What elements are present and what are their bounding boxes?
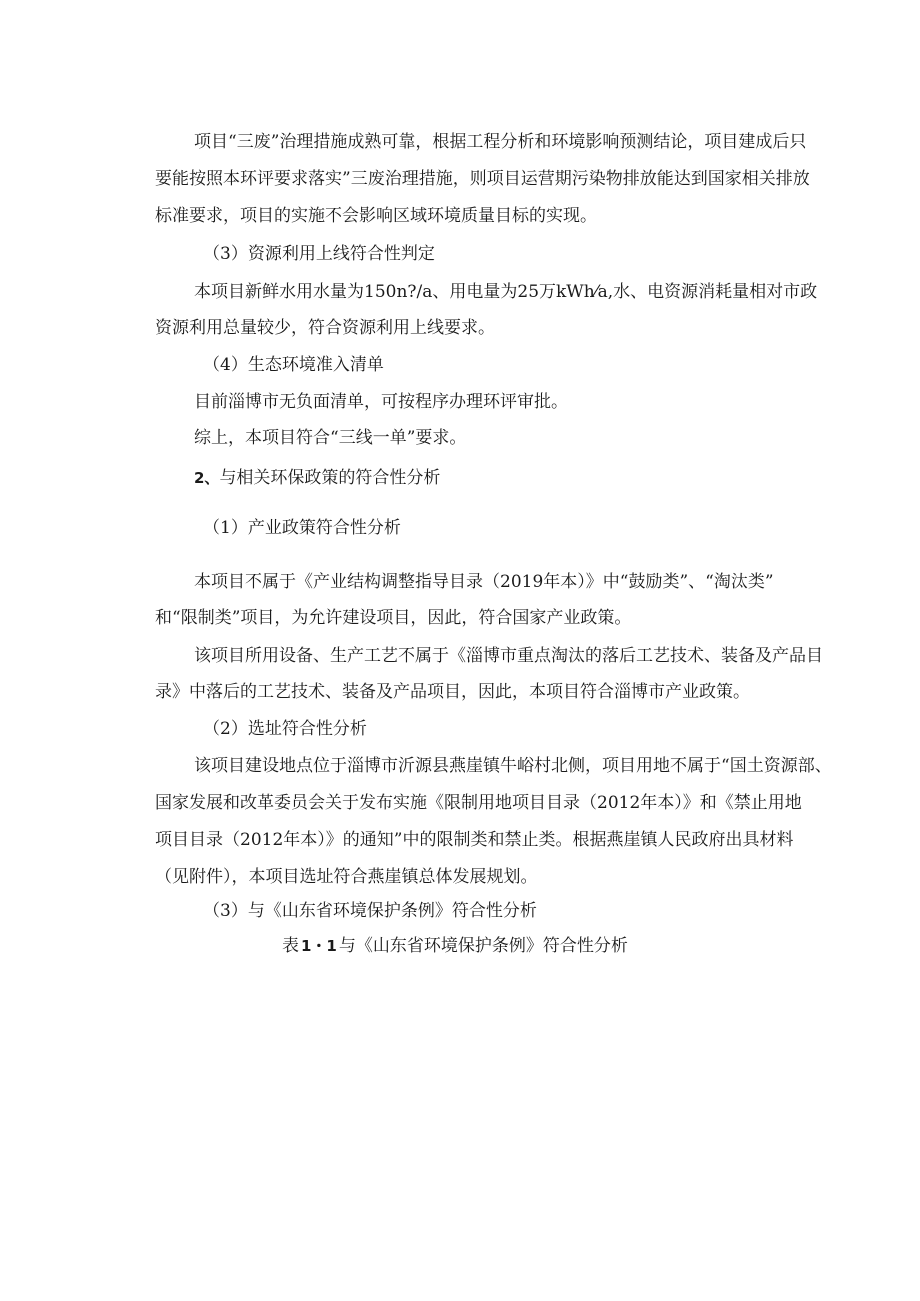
para-site-line-4: （见附件），本项目选址符合燕崖镇总体发展规划。 — [155, 867, 538, 887]
table-caption — [282, 938, 628, 955]
para-summary: 综上，本项目符合“三线一单”要求。 — [194, 428, 467, 448]
para-local-policy-line-1: 该项目所用设备、生产工艺不属于《淄博市重点淘汰的落后工艺技术、装备及产品目 — [194, 646, 823, 666]
section-number: 2、 — [194, 469, 220, 487]
para-site-line-1: 该项目建设地点位于淄博市沂源县燕崖镇牛峪村北侧，项目用地不属于“国土资源部、 — [194, 756, 832, 776]
para-site-line-3: 项目目录（2012年本）》的通知”中的限制类和禁止类。根据燕崖镇人民政府出具材料 — [155, 830, 794, 850]
para-industry-line-1: 本项目不属于《产业结构调整指导目录（2019年本）》中“鼓励类”、“淘汰类” — [194, 572, 774, 592]
subheading-resource-use: （3）资源利用上线符合性判定 — [203, 244, 435, 264]
para-three-wastes-line-1: 项目“三废”治理措施成熟可靠，根据工程分析和环境影响预测结论，项目建成后只 — [194, 132, 807, 152]
table-caption-prefix: 表 — [282, 936, 299, 956]
para-site-line-2: 国家发展和改革委员会关于发布实施《限制用地项目目录（2012年本）》和《禁止用地 — [155, 793, 802, 813]
subheading-eco-access: （4）生态环境准入清单 — [203, 355, 384, 375]
section-heading-2 — [194, 470, 440, 487]
table-caption-number: 1・1 — [301, 937, 337, 955]
para-negative-list: 目前淄博市无负面清单，可按程序办理环评审批。 — [194, 392, 568, 412]
subheading-shandong-regulation: （3）与《山东省环境保护条例》符合性分析 — [203, 901, 537, 921]
para-resource-line-2: 资源利用总量较少，符合资源利用上线要求。 — [155, 318, 495, 338]
para-resource-line-1: 本项目新鲜水用水量为150n?/a、用电量为25万kWh⁄a,水、电资源消耗量相对市政 — [194, 282, 818, 302]
subheading-site-selection: （2）选址符合性分析 — [203, 719, 367, 739]
subheading-industry-policy: （1）产业政策符合性分析 — [203, 518, 401, 538]
para-industry-line-2: 和“限制类”项目，为允许建设项目，因此，符合国家产业政策。 — [155, 608, 632, 628]
para-three-wastes-line-3: 标准要求，项目的实施不会影响区域环境质量目标的实现。 — [155, 206, 597, 226]
table-caption-text: 与《山东省环境保护条例》符合性分析 — [338, 936, 628, 956]
section-title: 与相关环保政策的符合性分析 — [219, 468, 441, 488]
para-local-policy-line-2: 录》中落后的工艺技术、装备及产品项目，因此，本项目符合淄博市产业政策。 — [155, 682, 750, 702]
para-three-wastes-line-2: 要能按照本环评要求落实”三废治理措施，则项目运营期污染物排放能达到国家相关排放 — [155, 169, 810, 189]
